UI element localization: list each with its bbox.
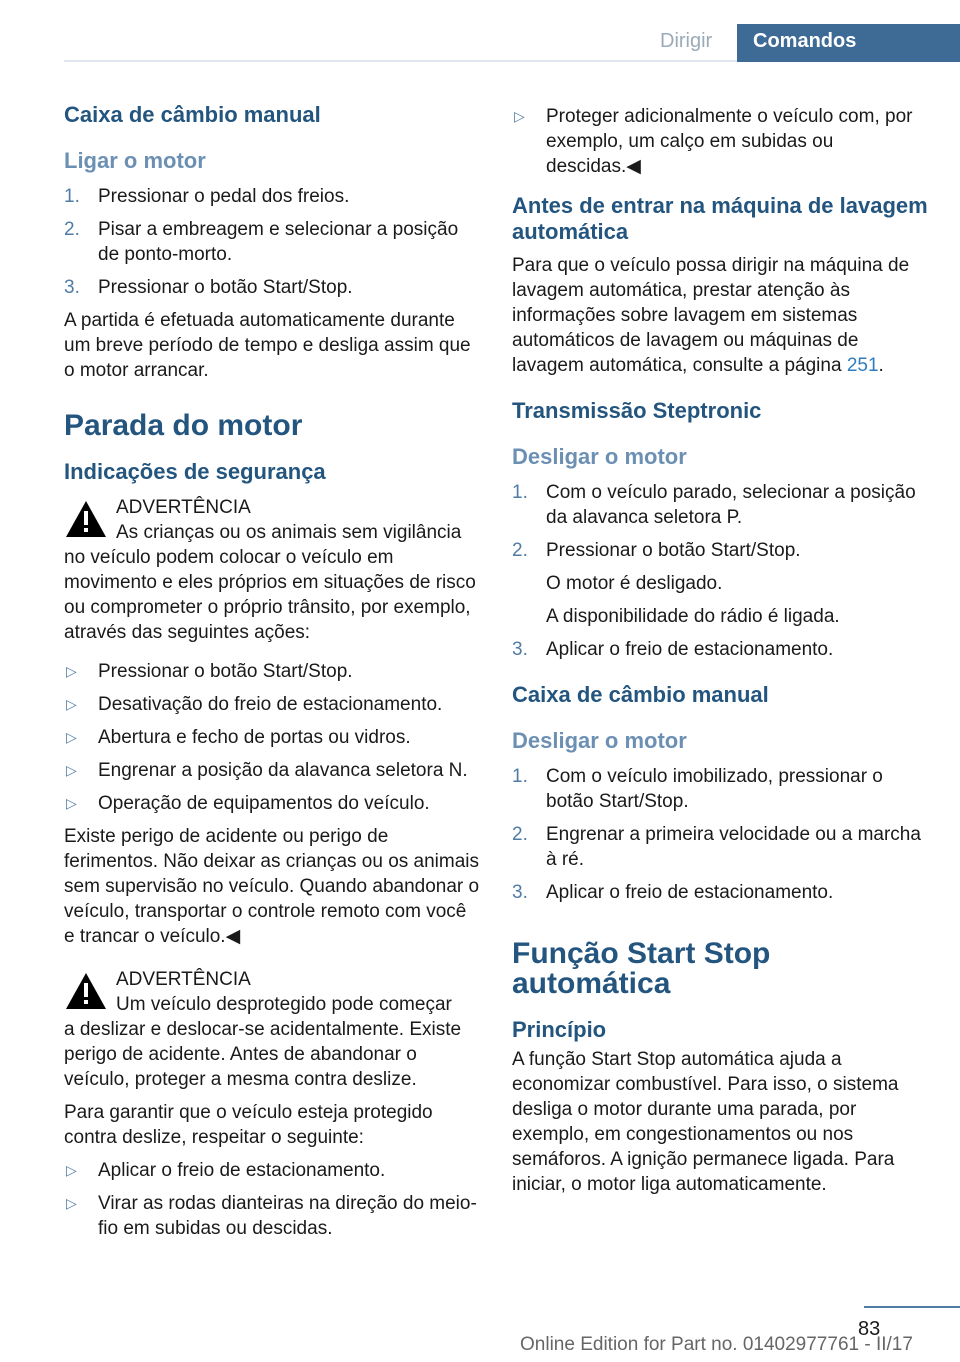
warning-intro: Um veículo desprotegido pode começar — [116, 994, 452, 1015]
bullet-triangle-icon: ▷ — [66, 696, 77, 712]
list-item: ▷ Engrenar a posição da alavanca seletora N. — [66, 760, 468, 781]
warning-intro: As crianças ou os animais sem vigilância — [116, 522, 462, 543]
heading-auto-start-stop: Função Start Stop automática — [512, 937, 771, 1000]
heading-car-wash: Antes de entrar na máquina de lavagem automática — [512, 193, 928, 244]
list-item: 2. Pressionar o botão Start/Stop. O motor é desligado. A disponibilidade do rádio é ligada. — [512, 540, 840, 627]
list-item: ▷ Operação de equipamentos do veículo. — [66, 793, 430, 814]
warning-block-2 — [64, 967, 480, 1017]
warning-body: a deslizar e deslocar-se acidentalmente. Existe perigo de acidente. Antes de abandonar o veículo, proteger a mesma contra deslize. — [64, 1019, 462, 1090]
paragraph-principle: A função Start Stop automática ajuda a economizar combustível. Para isso, o sistema desliga o motor durante uma parada, por exemplo, em congestionamentos ou nos semáforos. A ignição permanece ligada. Para iniciar, o motor liga automaticamente. — [512, 1049, 899, 1195]
warning-body: no veículo podem colocar o veículo em movimento e eles próprios em situações de risco ou comprometer o próprio trânsito, por exemplo, através das seguintes ações: — [64, 547, 476, 643]
list-item: 1. Com o veículo parado, selecionar a posição da alavanca seletora P. — [512, 482, 916, 528]
page-number: 83 — [858, 1318, 881, 1340]
page-link[interactable]: 251 — [846, 355, 879, 376]
paragraph-ensure: Para garantir que o veículo esteja protegido contra deslize, respeitar o seguinte: — [64, 1102, 433, 1148]
bullet-triangle-icon: ▷ — [66, 729, 77, 745]
list-item: ▷ Pressionar o botão Start/Stop. — [66, 661, 353, 682]
bullet-triangle-icon: ▷ — [66, 1162, 77, 1178]
section-label: Dirigir — [660, 30, 713, 52]
list-item: 2. Pisar a embreagem e selecionar a posição de ponto-morto. — [64, 219, 459, 265]
protect-bullets — [512, 104, 928, 179]
chapter-tab-label: Comandos — [753, 30, 857, 52]
warning-block-1 — [64, 495, 480, 545]
bullet-triangle-icon: ▷ — [66, 762, 77, 778]
paragraph-danger: Existe perigo de acidente ou perigo de ferimentos. Não deixar as crianças ou os animais sem supervisão no veículo. Quando abandonar o veículo, transportar o controle remoto com você e trancar o veículo.◀ — [64, 826, 480, 947]
list-item: 1. Pressionar o pedal dos freios. — [64, 186, 350, 207]
heading-stop-engine: Parada do motor — [64, 409, 303, 442]
bullet-triangle-icon: ▷ — [514, 108, 525, 124]
start-steps-list — [64, 184, 480, 300]
list-item: ▷ Proteger adicionalmente o veículo com, por exemplo, um calço em subidas ou descidas.◀ — [514, 106, 913, 177]
bullet-triangle-icon: ▷ — [66, 1195, 77, 1211]
paragraph-start: A partida é efetuada automaticamente durante um breve período de tempo e desliga assim que o motor arrancar. — [64, 310, 471, 381]
list-item: ▷ Aplicar o freio de estacionamento. — [66, 1160, 386, 1181]
action-bullets — [64, 659, 480, 816]
chapter-tab — [737, 24, 960, 62]
list-item: ▷ Virar as rodas dianteiras na direção do meio-fio em subidas ou descidas. — [66, 1193, 477, 1239]
edition-note: Online Edition for Part no. 01402977761 - II/17 — [520, 1334, 913, 1355]
heading-safety: Indicações de segurança — [64, 459, 326, 484]
warning-triangle-icon — [64, 971, 108, 1011]
heading-stop-engine-steptronic: Desligar o motor — [512, 444, 687, 469]
bullet-triangle-icon: ▷ — [66, 795, 77, 811]
bullet-triangle-icon: ▷ — [66, 663, 77, 679]
list-item: 3. Aplicar o freio de estacionamento. — [512, 639, 834, 660]
footer-rule — [864, 1306, 960, 1308]
heading-start-engine: Ligar o motor — [64, 148, 206, 173]
list-item: 3. Pressionar o botão Start/Stop. — [64, 277, 353, 298]
warning-title: ADVERTÊNCIA — [116, 497, 251, 518]
paragraph-car-wash: Para que o veículo possa dirigir na máquina de lavagem automática, prestar atenção às informações sobre lavagem em sistemas automáticos de lavagem ou máquinas de lavagem automática, consulte a página 251. — [512, 255, 910, 376]
secure-bullets — [64, 1158, 480, 1241]
warning-title: ADVERTÊNCIA — [116, 969, 251, 990]
list-item: 3. Aplicar o freio de estacionamento. — [512, 882, 834, 903]
list-item: ▷ Desativação do freio de estacionamento. — [66, 694, 443, 715]
heading-stop-engine-manual: Desligar o motor — [512, 728, 687, 753]
heading-manual-transmission: Caixa de câmbio manual — [64, 102, 321, 127]
heading-manual-transmission-2: Caixa de câmbio manual — [512, 682, 769, 707]
warning-triangle-icon — [64, 499, 108, 539]
list-item: 2. Engrenar a primeira velocidade ou a marcha à ré. — [512, 824, 921, 870]
heading-steptronic: Transmissão Steptronic — [512, 398, 762, 423]
list-item: 1. Com o veículo imobilizado, pressionar o botão Start/Stop. — [512, 766, 883, 812]
manual-steps-list — [512, 764, 928, 905]
heading-principle: Princípio — [512, 1017, 607, 1042]
steptronic-steps-list — [512, 480, 928, 662]
left-column — [64, 100, 480, 1249]
right-column — [512, 104, 928, 1205]
list-item: ▷ Abertura e fecho de portas ou vidros. — [66, 727, 411, 748]
